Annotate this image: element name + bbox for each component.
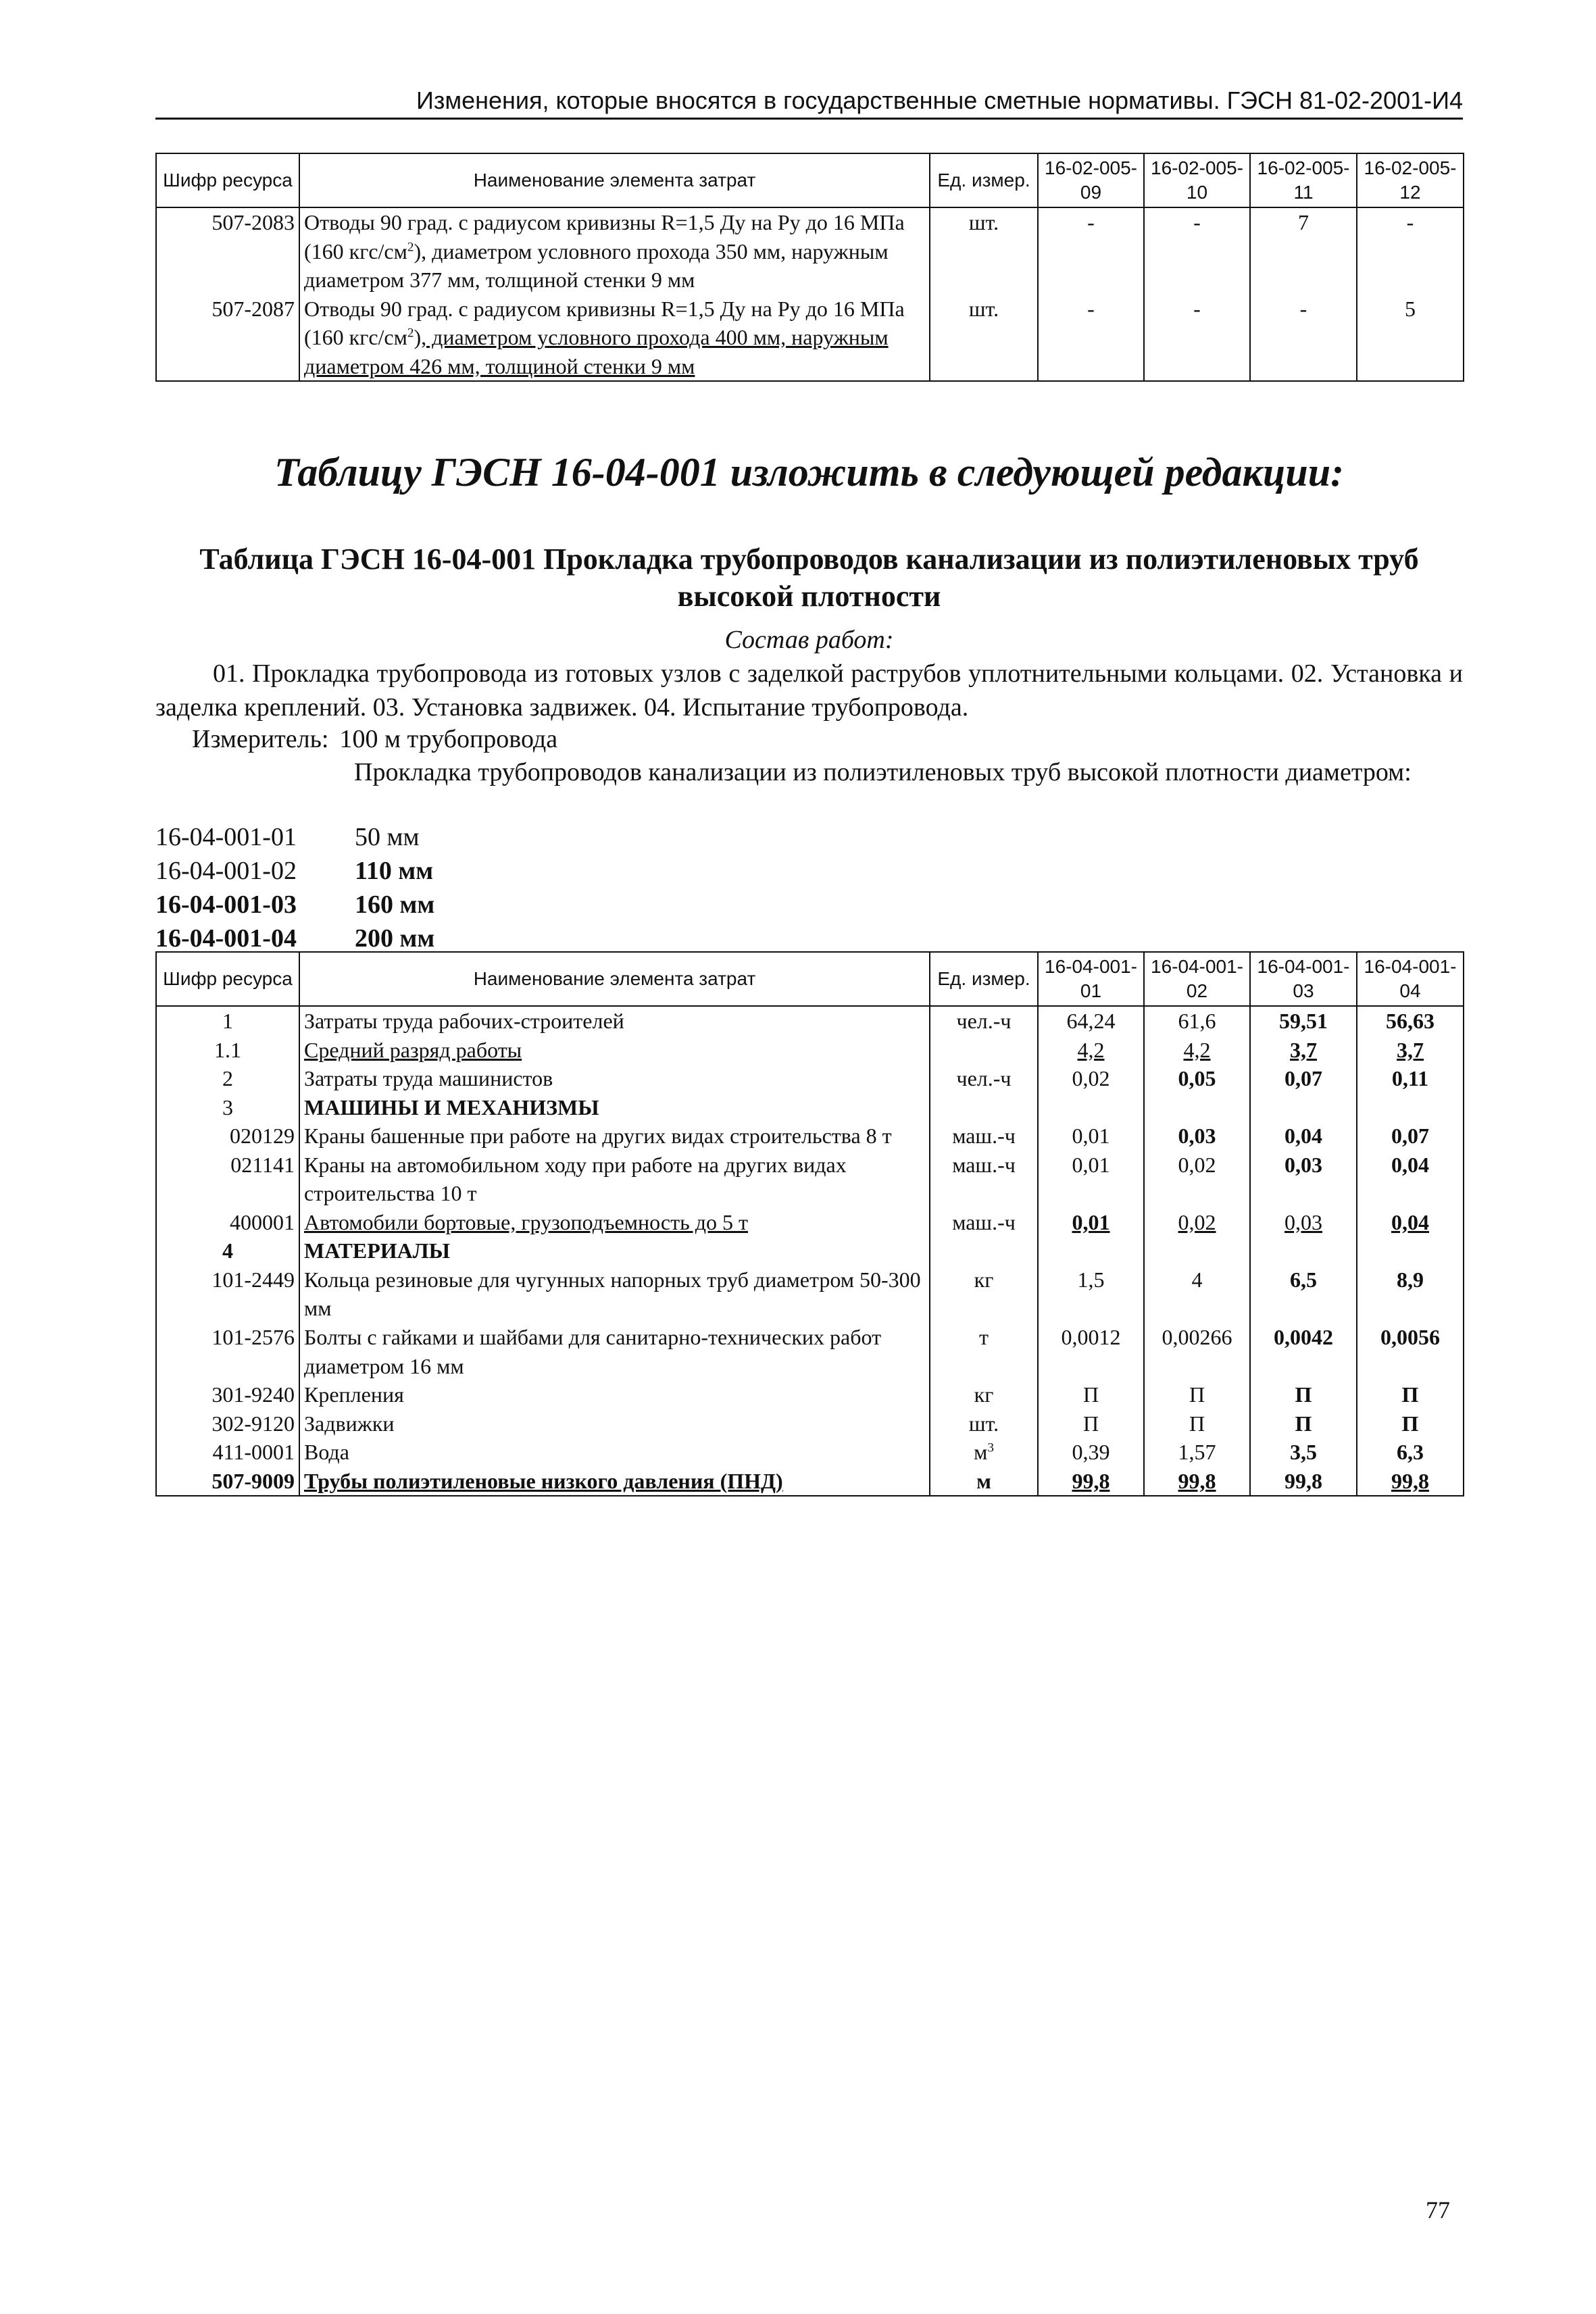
cell-value: 3,7 bbox=[1250, 1036, 1357, 1065]
cell-unit: кг bbox=[930, 1380, 1038, 1409]
cell-code: 302-9120 bbox=[156, 1409, 299, 1438]
cell-value: 99,8 bbox=[1250, 1467, 1357, 1496]
cell-value: - bbox=[1038, 207, 1144, 295]
cell-value: 56,63 bbox=[1357, 1006, 1464, 1036]
cell-code: 4 bbox=[156, 1236, 299, 1265]
table-row bbox=[156, 1208, 1464, 1237]
cell-value: 99,8 bbox=[1144, 1467, 1250, 1496]
table-row bbox=[156, 1265, 1464, 1323]
col-header-unit: Ед. измер. bbox=[930, 153, 1038, 207]
cell-code: 3 bbox=[156, 1093, 299, 1122]
norm-code-row bbox=[155, 854, 434, 888]
col-header-c2: 16-02-005-10 bbox=[1144, 153, 1250, 207]
norm-code: 16-04-001-03 bbox=[155, 890, 297, 919]
col-header-c3: 16-02-005-11 bbox=[1250, 153, 1357, 207]
norm-code-list bbox=[155, 820, 434, 955]
cell-value: 6,5 bbox=[1250, 1265, 1357, 1323]
cell-value: 0,03 bbox=[1144, 1122, 1250, 1151]
cell-value: - bbox=[1144, 295, 1250, 382]
cell-name: Кольца резиновые для чугунных напорных труб диаметром 50-300 мм bbox=[299, 1265, 930, 1323]
section-row bbox=[156, 1236, 1464, 1265]
cell-unit: маш.-ч bbox=[930, 1122, 1038, 1151]
cell-value: П bbox=[1144, 1380, 1250, 1409]
col-header-c2: 16-04-001-02 bbox=[1144, 952, 1250, 1006]
cell-value: - bbox=[1357, 207, 1464, 295]
cell-name: Краны на автомобильном ходу при работе на других видах строительства 10 т bbox=[299, 1151, 930, 1208]
cell-value: - bbox=[1250, 295, 1357, 382]
cell-value: 0,07 bbox=[1357, 1122, 1464, 1151]
measure-value: 100 м трубопровода bbox=[339, 725, 558, 753]
cell-value: 8,9 bbox=[1357, 1265, 1464, 1323]
cell-code: 1 bbox=[156, 1006, 299, 1036]
cell-unit: $м^3$ bbox=[930, 1438, 1038, 1467]
cell-name: Трубы полиэтиленовые низкого давления (ПНД) bbox=[299, 1467, 930, 1496]
cell-value: П bbox=[1250, 1409, 1357, 1438]
col-header-unit: Ед. измер. bbox=[930, 952, 1038, 1006]
cell-name: Задвижки bbox=[299, 1409, 930, 1438]
cell-value: 0,0056 bbox=[1357, 1323, 1464, 1380]
col-header-c1: 16-04-001-01 bbox=[1038, 952, 1144, 1006]
section-title: МАТЕРИАЛЫ bbox=[299, 1236, 930, 1265]
cell-name: Краны башенные при работе на других видах строительства 8 т bbox=[299, 1122, 930, 1151]
table-row bbox=[156, 1380, 1464, 1409]
cell-value: 0,03 bbox=[1250, 1208, 1357, 1237]
table-row bbox=[156, 1151, 1464, 1208]
col-header-code: Шифр ресурса bbox=[156, 952, 299, 1006]
cell-unit: шт. bbox=[930, 1409, 1038, 1438]
norm-code-row bbox=[155, 922, 434, 955]
cell-value: 4 bbox=[1144, 1265, 1250, 1323]
table-row bbox=[156, 1409, 1464, 1438]
page-number: 77 bbox=[1426, 2196, 1450, 2223]
cell-value: 3,7 bbox=[1357, 1036, 1464, 1065]
diameter-description: Прокладка трубопроводов канализации из полиэтиленовых труб высокой плотности диаметром: bbox=[354, 758, 1412, 786]
cell-value: 1,5 bbox=[1038, 1265, 1144, 1323]
resource-table-main bbox=[155, 951, 1464, 1496]
table-row bbox=[156, 1438, 1464, 1467]
running-header: Изменения, которые вносятся в государственные сметные нормативы. ГЭСН 81-02-2001-И4 bbox=[155, 86, 1463, 120]
cell-code: 507-9009 bbox=[156, 1467, 299, 1496]
cell-value: 0,05 bbox=[1144, 1064, 1250, 1093]
cell-value: 0,11 bbox=[1357, 1064, 1464, 1093]
table-row bbox=[156, 1467, 1464, 1496]
cell-unit bbox=[930, 1036, 1038, 1065]
cell-unit: чел.-ч bbox=[930, 1064, 1038, 1093]
cell-unit: т bbox=[930, 1323, 1038, 1380]
cell-value: 0,02 bbox=[1038, 1064, 1144, 1093]
cell-code: 301-9240 bbox=[156, 1380, 299, 1409]
cell-value: 0,04 bbox=[1250, 1122, 1357, 1151]
cell-value: П bbox=[1038, 1409, 1144, 1438]
measure-label: Измеритель: bbox=[192, 725, 329, 753]
col-header-c1: 16-02-005-09 bbox=[1038, 153, 1144, 207]
cell-code: 020129 bbox=[156, 1122, 299, 1151]
col-header-c4: 16-04-001-04 bbox=[1357, 952, 1464, 1006]
cell-unit: м bbox=[930, 1467, 1038, 1496]
cell-name: Крепления bbox=[299, 1380, 930, 1409]
cell-name: Вода bbox=[299, 1438, 930, 1467]
cell-value: - bbox=[1144, 207, 1250, 295]
cell-unit: маш.-ч bbox=[930, 1151, 1038, 1208]
cell-unit: маш.-ч bbox=[930, 1208, 1038, 1237]
cell-unit: чел.-ч bbox=[930, 1006, 1038, 1036]
table-row bbox=[156, 1323, 1464, 1380]
table-row bbox=[156, 295, 1464, 382]
table-title: Таблица ГЭСН 16-04-001 Прокладка трубопроводов канализации из полиэтиленовых труб высокой плотности bbox=[199, 543, 1419, 613]
cell-value: - bbox=[1038, 295, 1144, 382]
cell-value: 3,5 bbox=[1250, 1438, 1357, 1467]
cell-value: 0,02 bbox=[1144, 1208, 1250, 1237]
cell-code: 507-2087 bbox=[156, 295, 299, 382]
norm-code-row bbox=[155, 820, 434, 854]
section-title: МАШИНЫ И МЕХАНИЗМЫ bbox=[299, 1093, 930, 1122]
section-row bbox=[156, 1093, 1464, 1122]
cell-value: 64,24 bbox=[1038, 1006, 1144, 1036]
cell-unit: шт. bbox=[930, 295, 1038, 382]
cell-value: П bbox=[1357, 1380, 1464, 1409]
cell-code: 101-2576 bbox=[156, 1323, 299, 1380]
measure-line bbox=[192, 724, 568, 754]
table-row bbox=[156, 207, 1464, 295]
cell-value: 0,03 bbox=[1250, 1151, 1357, 1208]
cell-value: 0,02 bbox=[1144, 1151, 1250, 1208]
cell-value: 59,51 bbox=[1250, 1006, 1357, 1036]
cell-value: П bbox=[1038, 1380, 1144, 1409]
cell-value: 0,04 bbox=[1357, 1208, 1464, 1237]
cell-name: Затраты труда машинистов bbox=[299, 1064, 930, 1093]
cell-code: 400001 bbox=[156, 1208, 299, 1237]
table-row bbox=[156, 1122, 1464, 1151]
cell-name: Отводы 90 град. с радиусом кривизны R=1,5 Ду на Ру до 16 МПа (160 кгс/$см^2$), диаметром условного прохода 350 мм, наружным диаметром 377 мм, толщиной стенки 9 мм bbox=[299, 207, 930, 295]
col-header-name: Наименование элемента затрат bbox=[299, 153, 930, 207]
cell-value: 0,04 bbox=[1357, 1151, 1464, 1208]
cell-value: 0,0012 bbox=[1038, 1323, 1144, 1380]
norm-code: 16-04-001-02 bbox=[155, 857, 297, 885]
cell-value: 0,07 bbox=[1250, 1064, 1357, 1093]
cell-name: Болты с гайками и шайбами для санитарно-технических работ диаметром 16 мм bbox=[299, 1323, 930, 1380]
cell-value: 0,00266 bbox=[1144, 1323, 1250, 1380]
table-row bbox=[156, 1006, 1464, 1036]
cell-code: 1.1 bbox=[156, 1036, 299, 1065]
cell-name: Средний разряд работы bbox=[299, 1036, 930, 1065]
norm-code: 16-04-001-01 bbox=[155, 823, 297, 851]
cell-value: 1,57 bbox=[1144, 1438, 1250, 1467]
cell-value: 0,0042 bbox=[1250, 1323, 1357, 1380]
cell-value: 7 bbox=[1250, 207, 1357, 295]
work-heading: Состав работ: bbox=[724, 626, 894, 654]
resource-table-top bbox=[155, 153, 1464, 382]
cell-code: 021141 bbox=[156, 1151, 299, 1208]
cell-value: 99,8 bbox=[1038, 1467, 1144, 1496]
work-description: 01. Прокладка трубопровода из готовых узлов с заделкой раструбов уплотнительными кольцами. 02. Установка и заделка креплений. 03. Установка задвижек. 04. Испытание трубопровода. bbox=[155, 659, 1463, 722]
col-header-code: Шифр ресурса bbox=[156, 153, 299, 207]
cell-value: 0,01 bbox=[1038, 1151, 1144, 1208]
cell-value: П bbox=[1144, 1409, 1250, 1438]
cell-name: Затраты труда рабочих-строителей bbox=[299, 1006, 930, 1036]
cell-code: 507-2083 bbox=[156, 207, 299, 295]
cell-value: 4,2 bbox=[1038, 1036, 1144, 1065]
cell-code: 2 bbox=[156, 1064, 299, 1093]
cell-code: 411-0001 bbox=[156, 1438, 299, 1467]
cell-value: 61,6 bbox=[1144, 1006, 1250, 1036]
cell-value: 5 bbox=[1357, 295, 1464, 382]
col-header-c3: 16-04-001-03 bbox=[1250, 952, 1357, 1006]
norm-diameter: 110 мм bbox=[355, 857, 434, 885]
cell-value: 4,2 bbox=[1144, 1036, 1250, 1065]
cell-value: П bbox=[1357, 1409, 1464, 1438]
norm-diameter: 160 мм bbox=[355, 890, 435, 919]
norm-diameter: 200 мм bbox=[355, 924, 435, 953]
edit-instruction: Таблицу ГЭСН 16-04-001 изложить в следующей редакции: bbox=[274, 450, 1345, 495]
table-row bbox=[156, 1036, 1464, 1065]
cell-name: Автомобили бортовые, грузоподъемность до 5 т bbox=[299, 1208, 930, 1237]
cell-unit: шт. bbox=[930, 207, 1038, 295]
col-header-c4: 16-02-005-12 bbox=[1357, 153, 1464, 207]
cell-name: Отводы 90 град. с радиусом кривизны R=1,5 Ду на Ру до 16 МПа (160 кгс/$см^2$), диаметром условного прохода 400 мм, наружным диаметром 426 мм, толщиной стенки 9 мм bbox=[299, 295, 930, 382]
cell-value: 0,01 bbox=[1038, 1122, 1144, 1151]
norm-code: 16-04-001-04 bbox=[155, 924, 297, 953]
table-row bbox=[156, 1064, 1464, 1093]
norm-code-row bbox=[155, 888, 434, 922]
cell-unit: кг bbox=[930, 1265, 1038, 1323]
cell-value: 0,01 bbox=[1038, 1208, 1144, 1237]
cell-value: 99,8 bbox=[1357, 1467, 1464, 1496]
cell-value: 0,39 bbox=[1038, 1438, 1144, 1467]
norm-diameter: 50 мм bbox=[355, 823, 420, 851]
cell-value: П bbox=[1250, 1380, 1357, 1409]
cell-code: 101-2449 bbox=[156, 1265, 299, 1323]
cell-value: 6,3 bbox=[1357, 1438, 1464, 1467]
col-header-name: Наименование элемента затрат bbox=[299, 952, 930, 1006]
